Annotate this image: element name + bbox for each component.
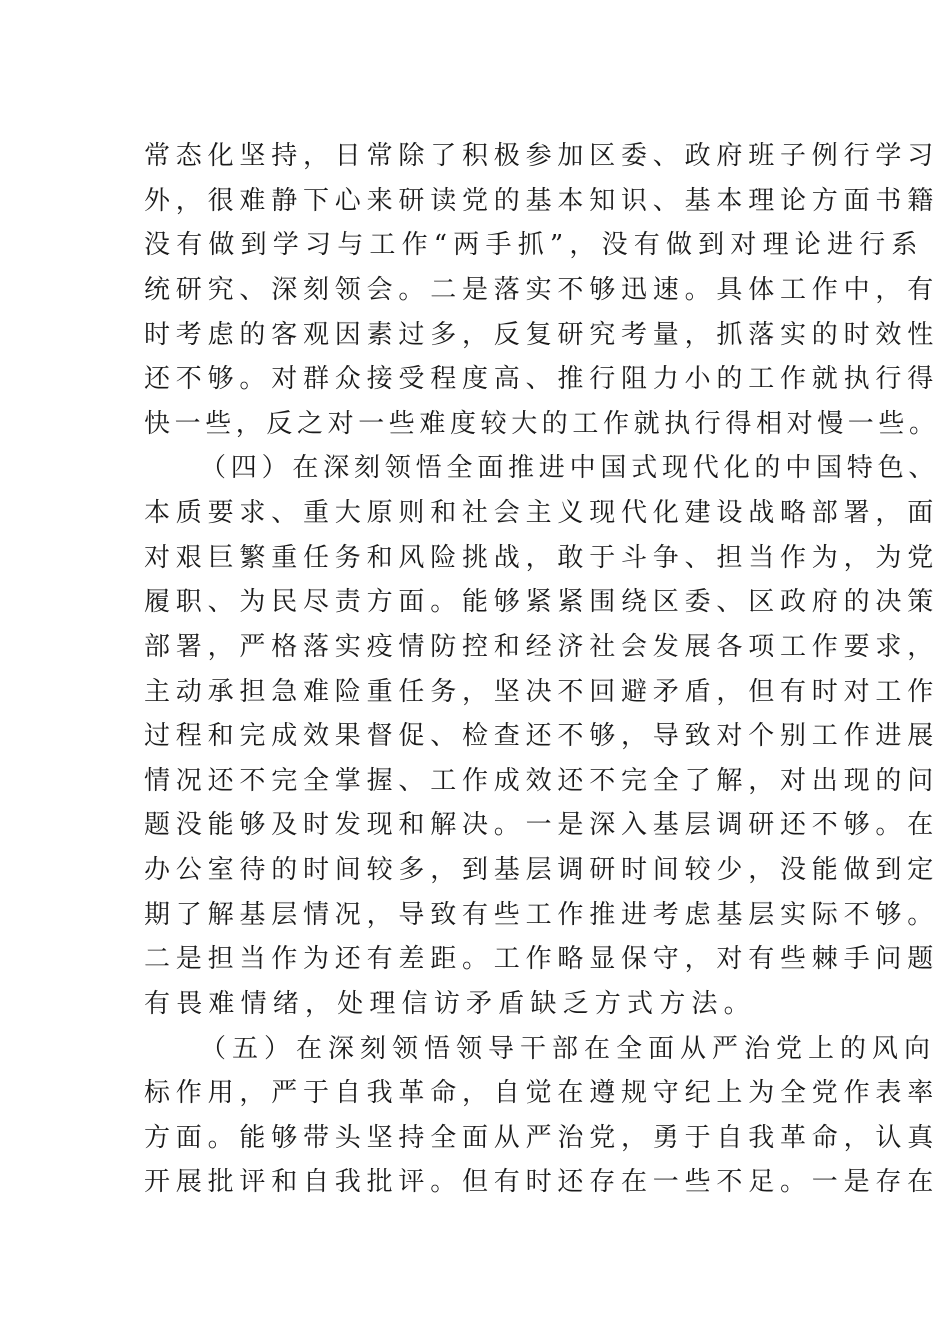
text-line: 快一些，反之对一些难度较大的工作就执行得相对慢一些。 [144, 409, 940, 439]
text-line: 统研究、深刻领会。二是落实不够迅速。具体工作中，有 [144, 275, 940, 305]
text-line: 没有做到学习与工作“两手抓”，没有做到对理论进行系 [144, 230, 924, 260]
text-line: 主动承担急难险重任务，坚决不回避矛盾，但有时对工作 [144, 677, 940, 707]
text-line: 期了解基层情况，导致有些工作推进考虑基层实际不够。 [144, 900, 940, 930]
text-line: 时考虑的客观因素过多，反复研究考量，抓落实的时效性 [144, 320, 940, 350]
text-line: 还不够。对群众接受程度高、推行阻力小的工作就执行得 [144, 364, 940, 394]
text-line: 二是担当作为还有差距。工作略显保守，对有些棘手问题 [144, 944, 940, 974]
text-line: 外，很难静下心来研读党的基本知识、基本理论方面书籍 [144, 186, 940, 216]
text-line: 情况还不完全掌握、工作成效还不完全了解，对出现的问 [144, 766, 940, 796]
text-line: 常态化坚持，日常除了积极参加区委、政府班子例行学习 [144, 141, 940, 171]
text-line: 有畏难情绪，处理信访矛盾缺乏方式方法。 [144, 989, 756, 1019]
text-line: 方面。能够带头坚持全面从严治党，勇于自我革命，认真 [144, 1123, 940, 1153]
text-line: 题没能够及时发现和解决。一是深入基层调研还不够。在 [144, 810, 940, 840]
text-line: 过程和完成效果督促、检查还不够，导致对个别工作进展 [144, 721, 940, 751]
text-line: 标作用，严于自我革命，自觉在遵规守纪上为全党作表率 [144, 1078, 940, 1108]
paragraph-heading-four: （四）在深刻领悟全面推进中国式现代化的中国特色、 [200, 453, 940, 483]
text-line: 对艰巨繁重任务和风险挑战，敢于斗争、担当作为，为党 [144, 543, 940, 573]
text-line: 本质要求、重大原则和社会主义现代化建设战略部署，面 [144, 498, 940, 528]
text-line: 开展批评和自我批评。但有时还存在一些不足。一是存在 [144, 1167, 940, 1197]
text-line: 履职、为民尽责方面。能够紧紧围绕区委、区政府的决策 [144, 587, 940, 617]
paragraph-heading-five: （五）在深刻领悟领导干部在全面从严治党上的风向 [200, 1034, 937, 1064]
text-line: 部署，严格落实疫情防控和经济社会发展各项工作要求， [144, 632, 940, 662]
text-line: 办公室待的时间较多，到基层调研时间较少，没能做到定 [144, 855, 940, 885]
